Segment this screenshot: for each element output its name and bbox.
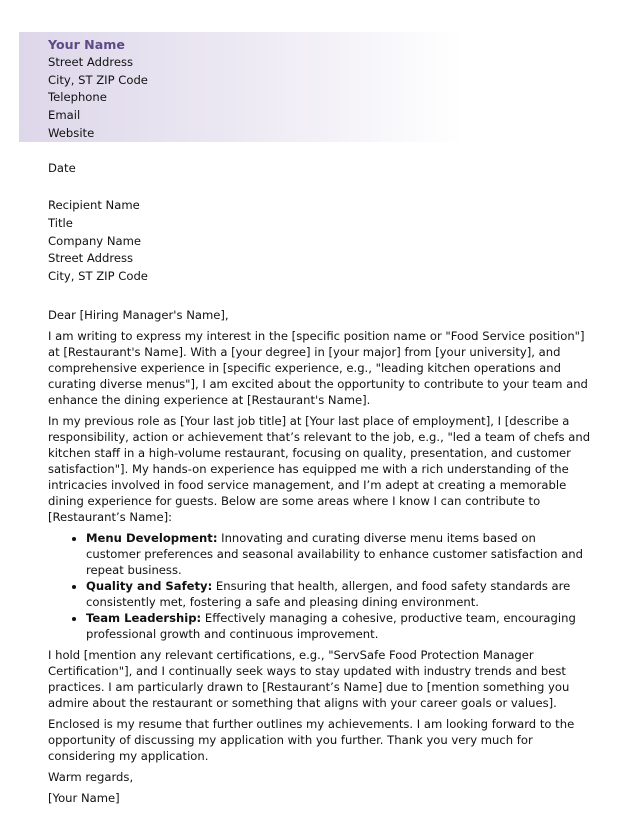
recipient-city: City, ST ZIP Code — [48, 269, 148, 284]
bullet-title: Menu Development: — [86, 531, 218, 545]
list-item — [86, 578, 593, 610]
recipient-name: Recipient Name — [48, 198, 140, 212]
closing: Warm regards, — [48, 770, 134, 784]
sender-street: Street Address — [48, 54, 134, 69]
sender-telephone: Telephone — [48, 90, 107, 105]
recipient-block — [48, 197, 593, 286]
bullet-text: Ensuring that health, allergen, and food safety standards are consistently met, fostering a safe and pleasing dining environment. — [86, 579, 571, 609]
sender-block — [48, 36, 148, 143]
recipient-company: Company Name — [48, 233, 142, 248]
paragraph-closing: Enclosed is my resume that further outlines my achievements. I am looking forward to the opportunity of discussing my application with you further. Thank you very much for considering my application. — [48, 717, 575, 763]
recipient-street: Street Address — [48, 251, 134, 266]
bullet-title: Quality and Safety: — [86, 579, 213, 593]
paragraph-experience: In my previous role as [Your last job title] at [Your last place of employment], I [describe a responsibility, action or achievement that’s relevant to the job, e.g., "led a team of chefs and kitchen staff in a high-volume restaurant, focusing on quality, presentation, and customer satisfaction"]. My hands-on experience has equipped me with a rich understanding of the intricacies involved in food service management, and I’m adept at creating a memorable dining experience for guests. Below are some areas where I know I can contribute to [Restaurant’s Name]: — [48, 414, 591, 524]
paragraph-intro: I am writing to express my interest in the [specific position name or "Food Service position"] at [Restaurant's Name]. With a [your degree] in [your major] from [your university], and comprehensive experience in [specific experience, e.g., "leading kitchen operations and curating diverse menus"], I am excited about the opportunity to contribute to your team and enhance the dining experience at [Restaurant's Name]. — [48, 329, 588, 407]
letter-body — [48, 307, 593, 811]
sender-city: City, ST ZIP Code — [48, 72, 148, 87]
list-item — [86, 610, 593, 642]
list-item — [86, 530, 593, 578]
bullet-title: Team Leadership: — [86, 611, 202, 625]
date: Date — [48, 161, 76, 175]
contribution-list — [48, 530, 593, 642]
sender-name: Your Name — [48, 37, 125, 52]
bullet-text: Effectively managing a cohesive, productive team, encouraging professional growth and continuous improvement. — [86, 611, 576, 641]
signature: [Your Name] — [48, 791, 120, 805]
bullet-text: Innovating and curating diverse menu items based on customer preferences and seasonal availability to enhance customer satisfaction and repeat business. — [86, 531, 584, 577]
sender-website: Website — [48, 125, 95, 140]
salutation: Dear [Hiring Manager's Name], — [48, 308, 229, 322]
recipient-title: Title — [48, 215, 73, 230]
sender-email: Email — [48, 108, 81, 123]
paragraph-certifications: I hold [mention any relevant certifications, e.g., "ServSafe Food Protection Manager Certification"], and I continually seek ways to stay updated with industry trends and best practices. I am particularly drawn to [Restaurant’s Name] due to [mention something you admire about the restaurant or something that aligns with your career goals or values]. — [48, 648, 570, 710]
